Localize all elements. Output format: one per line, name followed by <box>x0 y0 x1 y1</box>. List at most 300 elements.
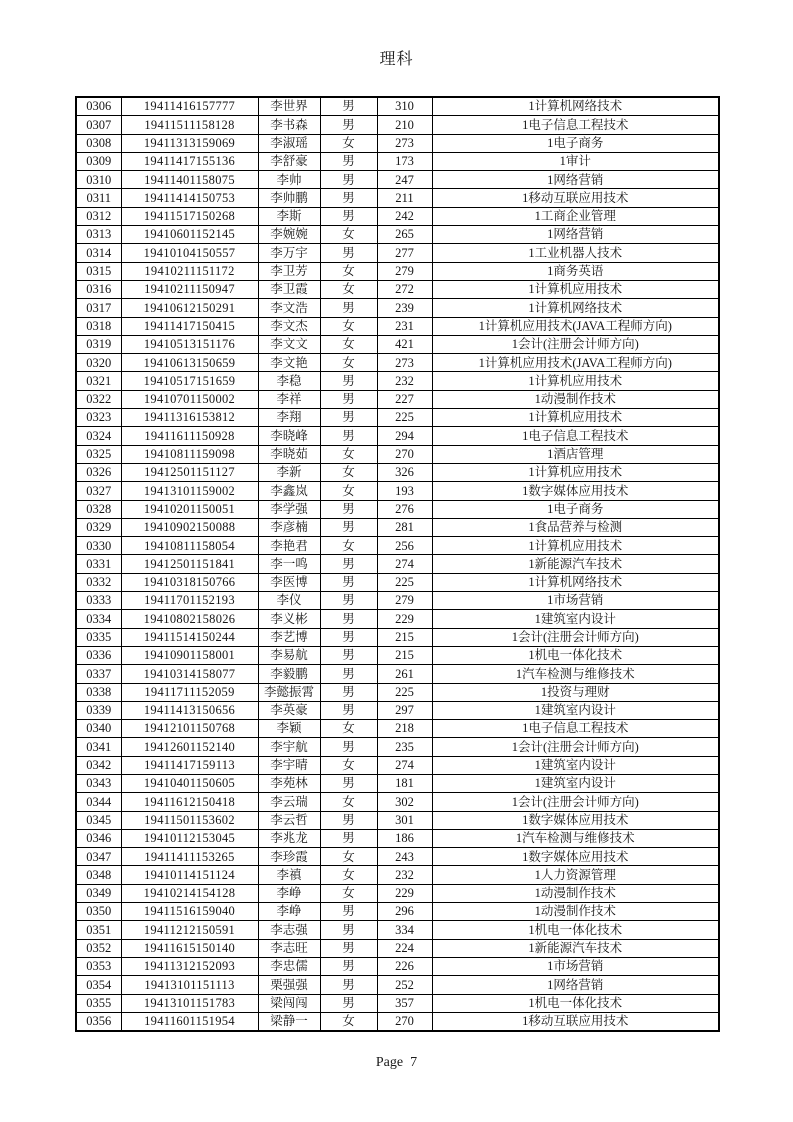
cell-name: 李鑫岚 <box>258 482 320 500</box>
cell-major: 1建筑室内设计 <box>432 610 719 628</box>
table-row <box>76 939 719 957</box>
table-row <box>76 463 719 481</box>
cell-major: 1数字媒体应用技术 <box>432 482 719 500</box>
table-row <box>76 189 719 207</box>
cell-serial: 0338 <box>76 683 121 701</box>
cell-score: 218 <box>377 720 432 738</box>
cell-serial: 0333 <box>76 592 121 610</box>
cell-major: 1会计(注册会计师方向) <box>432 628 719 646</box>
cell-serial: 0306 <box>76 97 121 116</box>
cell-name: 李志旺 <box>258 939 320 957</box>
cell-serial: 0355 <box>76 994 121 1012</box>
cell-gender: 男 <box>320 976 377 994</box>
cell-score: 215 <box>377 628 432 646</box>
cell-id: 19412501151841 <box>121 555 258 573</box>
cell-name: 李颖 <box>258 720 320 738</box>
cell-name: 李帅鹏 <box>258 189 320 207</box>
cell-name: 李万宇 <box>258 244 320 262</box>
cell-name: 李云瑞 <box>258 793 320 811</box>
cell-major: 1计算机应用技术 <box>432 372 719 390</box>
cell-gender: 女 <box>320 445 377 463</box>
cell-id: 19410314158077 <box>121 665 258 683</box>
cell-serial: 0320 <box>76 354 121 372</box>
table-row <box>76 811 719 829</box>
cell-name: 李兆龙 <box>258 829 320 847</box>
cell-id: 19410211151172 <box>121 262 258 280</box>
table-row <box>76 482 719 500</box>
table-row <box>76 116 719 134</box>
cell-score: 229 <box>377 884 432 902</box>
cell-major: 1移动互联应用技术 <box>432 1012 719 1031</box>
table-body <box>76 97 719 1031</box>
cell-major: 1移动互联应用技术 <box>432 189 719 207</box>
cell-score: 256 <box>377 537 432 555</box>
cell-major: 1动漫制作技术 <box>432 390 719 408</box>
cell-name: 李峥 <box>258 903 320 921</box>
cell-serial: 0314 <box>76 244 121 262</box>
cell-score: 294 <box>377 427 432 445</box>
cell-name: 李学强 <box>258 500 320 518</box>
cell-score: 310 <box>377 97 432 116</box>
cell-major: 1人力资源管理 <box>432 866 719 884</box>
cell-major: 1网络营销 <box>432 226 719 244</box>
cell-major: 1动漫制作技术 <box>432 903 719 921</box>
cell-name: 李仪 <box>258 592 320 610</box>
cell-name: 李艳君 <box>258 537 320 555</box>
cell-major: 1计算机应用技术(JAVA工程师方向) <box>432 317 719 335</box>
table-row <box>76 994 719 1012</box>
cell-serial: 0325 <box>76 445 121 463</box>
cell-serial: 0342 <box>76 756 121 774</box>
table-row <box>76 299 719 317</box>
cell-serial: 0324 <box>76 427 121 445</box>
cell-name: 李易航 <box>258 646 320 664</box>
cell-major: 1机电一体化技术 <box>432 921 719 939</box>
cell-serial: 0345 <box>76 811 121 829</box>
table-row <box>76 756 719 774</box>
table-row <box>76 171 719 189</box>
cell-major: 1会计(注册会计师方向) <box>432 738 719 756</box>
cell-id: 19411615150140 <box>121 939 258 957</box>
cell-major: 1计算机网络技术 <box>432 97 719 116</box>
cell-score: 270 <box>377 445 432 463</box>
cell-gender: 男 <box>320 189 377 207</box>
table-row <box>76 207 719 225</box>
cell-gender: 男 <box>320 171 377 189</box>
cell-id: 19410211150947 <box>121 280 258 298</box>
cell-id: 19410104150557 <box>121 244 258 262</box>
cell-id: 19411312152093 <box>121 957 258 975</box>
cell-serial: 0329 <box>76 518 121 536</box>
cell-major: 1建筑室内设计 <box>432 774 719 792</box>
cell-major: 1电子商务 <box>432 500 719 518</box>
cell-name: 李卫霞 <box>258 280 320 298</box>
cell-name: 李志强 <box>258 921 320 939</box>
cell-gender: 男 <box>320 994 377 1012</box>
cell-major: 1机电一体化技术 <box>432 994 719 1012</box>
cell-id: 19410517151659 <box>121 372 258 390</box>
cell-name: 李文杰 <box>258 317 320 335</box>
cell-major: 1市场营销 <box>432 592 719 610</box>
cell-major: 1计算机应用技术 <box>432 537 719 555</box>
cell-gender: 男 <box>320 829 377 847</box>
cell-id: 19411316153812 <box>121 409 258 427</box>
table-row <box>76 244 719 262</box>
table-row <box>76 884 719 902</box>
cell-score: 225 <box>377 409 432 427</box>
cell-major: 1电子信息工程技术 <box>432 427 719 445</box>
table-row <box>76 774 719 792</box>
cell-score: 281 <box>377 518 432 536</box>
table-row <box>76 500 719 518</box>
table-row <box>76 646 719 664</box>
cell-score: 215 <box>377 646 432 664</box>
cell-serial: 0318 <box>76 317 121 335</box>
cell-serial: 0319 <box>76 335 121 353</box>
cell-score: 421 <box>377 335 432 353</box>
cell-gender: 男 <box>320 957 377 975</box>
cell-score: 247 <box>377 171 432 189</box>
cell-serial: 0322 <box>76 390 121 408</box>
table-row <box>76 134 719 152</box>
cell-score: 232 <box>377 372 432 390</box>
cell-score: 297 <box>377 701 432 719</box>
cell-name: 李卫芳 <box>258 262 320 280</box>
cell-gender: 男 <box>320 592 377 610</box>
cell-gender: 女 <box>320 537 377 555</box>
cell-serial: 0310 <box>76 171 121 189</box>
table-row <box>76 152 719 170</box>
cell-major: 1计算机网络技术 <box>432 299 719 317</box>
cell-gender: 男 <box>320 939 377 957</box>
cell-gender: 女 <box>320 354 377 372</box>
cell-gender: 女 <box>320 848 377 866</box>
cell-gender: 女 <box>320 482 377 500</box>
cell-id: 19410318150766 <box>121 573 258 591</box>
cell-name: 李医博 <box>258 573 320 591</box>
cell-major: 1电子信息工程技术 <box>432 720 719 738</box>
cell-id: 19411514150244 <box>121 628 258 646</box>
table-row <box>76 226 719 244</box>
cell-id: 19410902150088 <box>121 518 258 536</box>
cell-major: 1建筑室内设计 <box>432 701 719 719</box>
cell-name: 李英豪 <box>258 701 320 719</box>
cell-major: 1数字媒体应用技术 <box>432 848 719 866</box>
cell-score: 232 <box>377 866 432 884</box>
cell-gender: 女 <box>320 335 377 353</box>
cell-gender: 男 <box>320 903 377 921</box>
cell-serial: 0330 <box>76 537 121 555</box>
cell-serial: 0312 <box>76 207 121 225</box>
cell-name: 李懿振霄 <box>258 683 320 701</box>
cell-gender: 女 <box>320 720 377 738</box>
cell-gender: 女 <box>320 793 377 811</box>
cell-major: 1食品营养与检测 <box>432 518 719 536</box>
cell-gender: 男 <box>320 409 377 427</box>
cell-gender: 男 <box>320 774 377 792</box>
cell-major: 1计算机应用技术(JAVA工程师方向) <box>432 354 719 372</box>
cell-id: 19411701152193 <box>121 592 258 610</box>
cell-major: 1网络营销 <box>432 976 719 994</box>
cell-score: 302 <box>377 793 432 811</box>
cell-major: 1计算机应用技术 <box>432 280 719 298</box>
table-row <box>76 354 719 372</box>
cell-serial: 0311 <box>76 189 121 207</box>
table-row <box>76 848 719 866</box>
cell-gender: 男 <box>320 701 377 719</box>
table-row <box>76 683 719 701</box>
cell-name: 李书森 <box>258 116 320 134</box>
table-row <box>76 262 719 280</box>
table-row <box>76 738 719 756</box>
table-row <box>76 390 719 408</box>
table-row <box>76 592 719 610</box>
cell-serial: 0353 <box>76 957 121 975</box>
cell-major: 1工商企业管理 <box>432 207 719 225</box>
cell-id: 19410601152145 <box>121 226 258 244</box>
cell-gender: 男 <box>320 427 377 445</box>
cell-name: 李彦楠 <box>258 518 320 536</box>
cell-score: 224 <box>377 939 432 957</box>
cell-id: 19411417159113 <box>121 756 258 774</box>
table-row <box>76 829 719 847</box>
cell-serial: 0308 <box>76 134 121 152</box>
table-row <box>76 976 719 994</box>
cell-major: 1计算机应用技术 <box>432 409 719 427</box>
cell-gender: 男 <box>320 573 377 591</box>
cell-score: 252 <box>377 976 432 994</box>
cell-score: 261 <box>377 665 432 683</box>
cell-score: 243 <box>377 848 432 866</box>
cell-gender: 男 <box>320 811 377 829</box>
cell-name: 梁闯闯 <box>258 994 320 1012</box>
cell-major: 1工业机器人技术 <box>432 244 719 262</box>
cell-id: 19410112153045 <box>121 829 258 847</box>
cell-score: 272 <box>377 280 432 298</box>
cell-serial: 0346 <box>76 829 121 847</box>
cell-name: 李斯 <box>258 207 320 225</box>
cell-id: 19413101151783 <box>121 994 258 1012</box>
cell-name: 李宇晴 <box>258 756 320 774</box>
cell-gender: 女 <box>320 317 377 335</box>
table-row <box>76 701 719 719</box>
cell-name: 梁静一 <box>258 1012 320 1031</box>
cell-id: 19410612150291 <box>121 299 258 317</box>
cell-serial: 0316 <box>76 280 121 298</box>
table-row <box>76 555 719 573</box>
table-row <box>76 610 719 628</box>
cell-major: 1计算机网络技术 <box>432 573 719 591</box>
cell-id: 19412101150768 <box>121 720 258 738</box>
page-title: 理科 <box>379 51 414 68</box>
cell-score: 270 <box>377 1012 432 1031</box>
table-row <box>76 280 719 298</box>
cell-id: 19411511158128 <box>121 116 258 134</box>
cell-serial: 0339 <box>76 701 121 719</box>
cell-id: 19410802158026 <box>121 610 258 628</box>
table-row <box>76 317 719 335</box>
cell-serial: 0344 <box>76 793 121 811</box>
cell-gender: 男 <box>320 683 377 701</box>
cell-id: 19411517150268 <box>121 207 258 225</box>
cell-score: 226 <box>377 957 432 975</box>
cell-name: 李忠儒 <box>258 957 320 975</box>
cell-id: 19412601152140 <box>121 738 258 756</box>
cell-score: 274 <box>377 756 432 774</box>
cell-major: 1新能源汽车技术 <box>432 555 719 573</box>
cell-serial: 0307 <box>76 116 121 134</box>
cell-serial: 0328 <box>76 500 121 518</box>
cell-major: 1建筑室内设计 <box>432 756 719 774</box>
cell-gender: 男 <box>320 555 377 573</box>
cell-name: 李婉婉 <box>258 226 320 244</box>
cell-id: 19411417155136 <box>121 152 258 170</box>
table-row <box>76 866 719 884</box>
cell-serial: 0347 <box>76 848 121 866</box>
page-footer: Page 7 <box>375 1055 418 1070</box>
cell-gender: 男 <box>320 299 377 317</box>
cell-score: 210 <box>377 116 432 134</box>
cell-gender: 男 <box>320 628 377 646</box>
cell-id: 19411416157777 <box>121 97 258 116</box>
cell-score: 242 <box>377 207 432 225</box>
cell-gender: 女 <box>320 226 377 244</box>
cell-serial: 0341 <box>76 738 121 756</box>
cell-name: 李峥 <box>258 884 320 902</box>
cell-name: 李舒豪 <box>258 152 320 170</box>
cell-major: 1会计(注册会计师方向) <box>432 335 719 353</box>
cell-gender: 女 <box>320 262 377 280</box>
cell-score: 193 <box>377 482 432 500</box>
cell-major: 1电子信息工程技术 <box>432 116 719 134</box>
cell-score: 186 <box>377 829 432 847</box>
cell-gender: 男 <box>320 610 377 628</box>
cell-id: 19411413150656 <box>121 701 258 719</box>
cell-serial: 0354 <box>76 976 121 994</box>
cell-id: 19411401158075 <box>121 171 258 189</box>
cell-serial: 0343 <box>76 774 121 792</box>
cell-score: 273 <box>377 134 432 152</box>
cell-serial: 0334 <box>76 610 121 628</box>
cell-major: 1新能源汽车技术 <box>432 939 719 957</box>
cell-major: 1计算机应用技术 <box>432 463 719 481</box>
cell-serial: 0326 <box>76 463 121 481</box>
cell-score: 229 <box>377 610 432 628</box>
cell-id: 19411411153265 <box>121 848 258 866</box>
cell-id: 19410513151176 <box>121 335 258 353</box>
cell-gender: 女 <box>320 756 377 774</box>
cell-score: 274 <box>377 555 432 573</box>
cell-gender: 女 <box>320 280 377 298</box>
cell-score: 173 <box>377 152 432 170</box>
cell-serial: 0349 <box>76 884 121 902</box>
cell-gender: 男 <box>320 372 377 390</box>
table-row <box>76 537 719 555</box>
cell-id: 19410114151124 <box>121 866 258 884</box>
cell-id: 19410811159098 <box>121 445 258 463</box>
cell-id: 19411711152059 <box>121 683 258 701</box>
cell-score: 225 <box>377 573 432 591</box>
cell-id: 19410401150605 <box>121 774 258 792</box>
cell-name: 李宇航 <box>258 738 320 756</box>
cell-id: 19410811158054 <box>121 537 258 555</box>
table-row <box>76 921 719 939</box>
cell-serial: 0323 <box>76 409 121 427</box>
cell-score: 301 <box>377 811 432 829</box>
cell-gender: 男 <box>320 244 377 262</box>
cell-serial: 0327 <box>76 482 121 500</box>
cell-id: 19411313159069 <box>121 134 258 152</box>
table-row <box>76 97 719 116</box>
cell-serial: 0356 <box>76 1012 121 1031</box>
cell-score: 334 <box>377 921 432 939</box>
cell-major: 1审计 <box>432 152 719 170</box>
cell-score: 357 <box>377 994 432 1012</box>
cell-gender: 男 <box>320 390 377 408</box>
cell-id: 19411611150928 <box>121 427 258 445</box>
cell-id: 19410613150659 <box>121 354 258 372</box>
cell-gender: 男 <box>320 646 377 664</box>
cell-score: 296 <box>377 903 432 921</box>
cell-major: 1机电一体化技术 <box>432 646 719 664</box>
cell-name: 李祥 <box>258 390 320 408</box>
cell-gender: 男 <box>320 152 377 170</box>
table-row <box>76 445 719 463</box>
cell-name: 李艺博 <box>258 628 320 646</box>
cell-gender: 男 <box>320 207 377 225</box>
cell-name: 李翔 <box>258 409 320 427</box>
table-row <box>76 427 719 445</box>
cell-id: 19413101151113 <box>121 976 258 994</box>
table-row <box>76 665 719 683</box>
cell-score: 211 <box>377 189 432 207</box>
cell-serial: 0340 <box>76 720 121 738</box>
cell-serial: 0331 <box>76 555 121 573</box>
cell-score: 326 <box>377 463 432 481</box>
table-row <box>76 335 719 353</box>
cell-id: 19413101159002 <box>121 482 258 500</box>
cell-gender: 男 <box>320 500 377 518</box>
cell-name: 李淑瑶 <box>258 134 320 152</box>
table-row <box>76 409 719 427</box>
table-row <box>76 793 719 811</box>
score-table <box>75 96 720 1032</box>
cell-serial: 0332 <box>76 573 121 591</box>
cell-gender: 男 <box>320 97 377 116</box>
table-row <box>76 903 719 921</box>
cell-major: 1商务英语 <box>432 262 719 280</box>
cell-name: 李义彬 <box>258 610 320 628</box>
table-row <box>76 573 719 591</box>
cell-major: 1酒店管理 <box>432 445 719 463</box>
cell-gender: 女 <box>320 463 377 481</box>
cell-name: 李世界 <box>258 97 320 116</box>
cell-id: 19411501153602 <box>121 811 258 829</box>
cell-gender: 女 <box>320 1012 377 1031</box>
cell-id: 19411212150591 <box>121 921 258 939</box>
cell-serial: 0321 <box>76 372 121 390</box>
cell-serial: 0309 <box>76 152 121 170</box>
cell-name: 李珍霞 <box>258 848 320 866</box>
cell-id: 19411414150753 <box>121 189 258 207</box>
cell-major: 1电子商务 <box>432 134 719 152</box>
cell-gender: 男 <box>320 518 377 536</box>
table-row <box>76 372 719 390</box>
cell-major: 1市场营销 <box>432 957 719 975</box>
cell-name: 李晓峰 <box>258 427 320 445</box>
cell-id: 19411601151954 <box>121 1012 258 1031</box>
cell-major: 1汽车检测与维修技术 <box>432 665 719 683</box>
